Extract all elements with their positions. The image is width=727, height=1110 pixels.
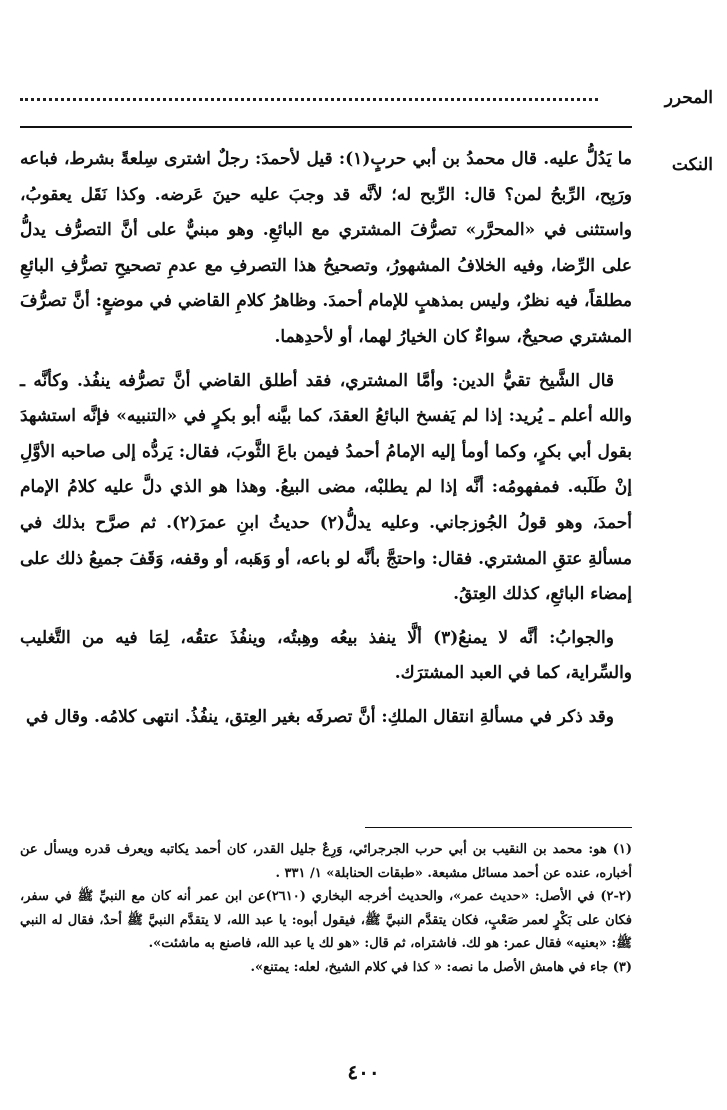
header-dotted-leader [20, 98, 598, 101]
body-paragraph: قال الشَّيخ تقيُّ الدين: وأمَّا المشتري، فقد أطلق القاضي أنَّ تصرُّفه ينفُذ. وكأنَّه ـ والله أعلم ـ يُريد: إذا لم يَفسخ البائعُ العقدَ، كما بيَّنه أبو بكرٍ في «التنبيه» فإنَّه استشهدَ بقول أبي بكرٍ، وكما أومأ إليه الإمامُ أحمدُ فيمن باعَ الثَّوبَ، فقال: يَردُّه إلى صاحبه الأوَّلِ إنْ طَلَبه. فمفهومُه: أنَّه إذا لم يطلبْه، مضى البيعُ. وهذا هو الذي دلَّ عليه كلامُ الإمام أحمدَ، وهو قولُ الجُوزجاني. وعليه يدلُّ(٢) حديثُ ابنِ عمرَ(٢). ثم صرَّح بذلك في مسألةِ عتقِ المشتري. فقال: واحتجَّ بأنَّه لو باعه، أو وَهَبه، أو وقفه، وَقَفَ جميعُ ذلك على إمضاء البائعِ، كذلك العِتقُ. [20, 370, 632, 605]
page-number: ٤٠٠ [347, 1060, 380, 1084]
footnote: (١) هو: محمد بن النقيب بن أبي حرب الجرجرائي، وَرِعٌ جليل القدر، كان أحمد يكاتبه ويعرف قدره ويسأل عن أخباره، عنده عن أحمد مسائل مشبعة. «طبقات الحنابلة» ١/ ٣٣١ . [20, 842, 632, 881]
body-paragraph: والجوابُ: أنَّه لا يمنعُ(٣) ألَّا ينفذ بيعُه وهِبتُه، وينفُذَ عتقُه، لِمَا فيه من التَّغليب والسِّراية، كما في العبد المشترَك. [20, 627, 632, 684]
body-paragraph: ما يَدُلُّ عليه. قال محمدُ بن أبي حربٍ(١): قيل لأحمدَ: رجلٌ اشترى سِلعةً بشرط، فباعه ورَبِح، الرِّبحُ لمن؟ قال: الرِّبح له؛ لأنَّه قد وجبَ عليه حينَ عَرضه. وكذا نَقَل يعقوبُ، واستثنى في «المحرَّر» تصرُّفَ المشتري مع البائعِ. وهو مبنيٌّ على أنَّ التصرُّف يدلُّ على الرِّضا، وفيه الخلافُ المشهورُ، وتصحيحُ هذا التصرفِ مع عدمِ تصحيحِ تصرُّفِ البائعِ مطلقاً، فيه نظرٌ، وليس بمذهبٍ للإمام أحمدَ. وظاهرُ كلامِ القاضي في موضعٍ: أنَّ تصرُّفَ المشتري صحيحٌ، سواءٌ كان الخيارُ لهما، أو لأحدِهما. [20, 149, 632, 347]
footnote: (٢-٢) في الأصل: «حديث عمر»، والحديث أخرجه البخاري (٢٦١٠)عن ابن عمر أنه كان مع النبيِّ ﷺ في سفر، فكان على بَكْرٍ لعمر صَعْبٍ، فكان يتقدَّم النبيَّ ﷺ، فيقول أبوه: يا عبد الله، لا يتقدَّم النبيَّ ﷺ أحدٌ، فقال له النبي ﷺ: «بعنيه» فقال عمر: هو لك. فاشتراه، ثم قال: «هو لك يا عبد الله، فاصنع به ماشئت». [20, 889, 632, 951]
footnote: (٣) جاء في هامش الأصل ما نصه: « كذا في كلام الشيخ، لعله: يمتنع». [250, 959, 632, 975]
footnotes [20, 838, 632, 979]
section-label: النكت [671, 155, 713, 175]
running-header-title: المحرر [664, 88, 713, 108]
footnote-rule [365, 827, 632, 828]
header-rule [20, 126, 632, 128]
main-text [20, 142, 632, 744]
body-paragraph: وقد ذكر في مسألةِ انتقال الملكِ: أنَّ تصرفَه بغير العِتق، ينفُذُ. انتهى كلامُه. وقال في [26, 706, 614, 727]
